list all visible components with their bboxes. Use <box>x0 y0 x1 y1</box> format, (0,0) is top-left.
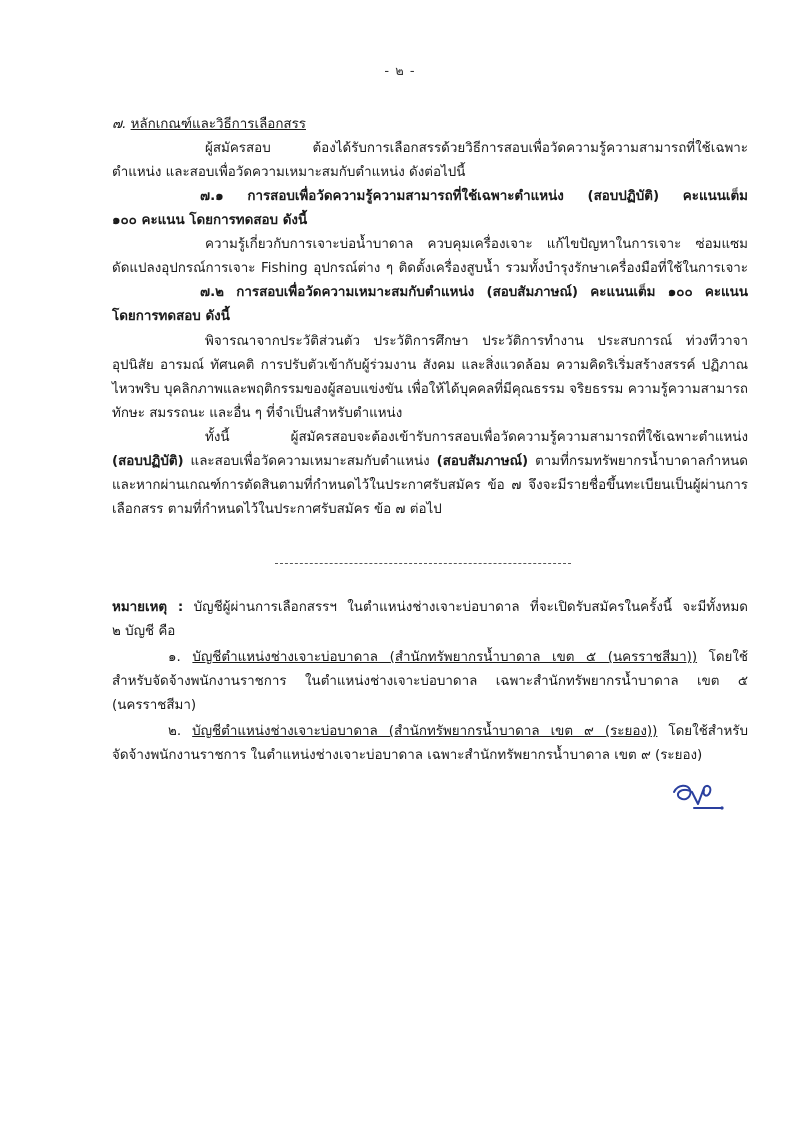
conclusion-line-2 <box>112 452 748 472</box>
conclusion-line-1: ทั้งนี้ ผู้สมัครสอบจะต้องเข้ารับการสอบเพื่อวัดความรู้ความสามารถที่ใช้เฉพาะตำแหน่ง <box>205 430 748 445</box>
note-item-2-line-2: จัดจ้างพนักงานราชการ ในตำแหน่งช่างเจาะบ่อบาดาล เฉพาะสำนักทรัพยากรน้ำบาดาล เขต ๙ (ระยอง) <box>112 748 703 763</box>
note-item-2-title: บัญชีตำแหน่งช่างเจาะบ่อบาดาล (สำนักทรัพยากรน้ำบาดาล เขต ๙ (ระยอง)) <box>192 724 658 739</box>
note-line-1 <box>112 598 748 618</box>
section-7-intro-line-2: ตำแหน่ง และสอบเพื่อวัดความเหมาะสมกับตำแหน่ง ดังต่อไปนี้ <box>112 165 466 180</box>
note-item-2-suffix: โดยใช้สำหรับ <box>657 724 748 739</box>
note-item-1-suffix: โดยใช้ <box>697 650 749 665</box>
conclusion-line-2-mid: และสอบเพื่อวัดความเหมาะสมกับตำแหน่ง <box>183 454 437 469</box>
subsection-7-2-body-line-4: ทักษะ สมรรถนะ และอื่น ๆ ที่จำเป็นสำหรับตำแหน่ง <box>112 406 403 421</box>
subsection-7-1-body-line-2: ดัดแปลงอุปกรณ์การเจาะ Fishing อุปกรณ์ต่าง ๆ ติดตั้งเครื่องสูบน้ำ รวมทั้งบำรุงรักษาเครื่องมือที่ใช้ในการเจาะ <box>112 261 748 276</box>
subsection-7-1-body-line-1: ความรู้เกี่ยวกับการเจาะบ่อน้ำบาดาล ควบคุมเครื่องเจาะ แก้ไขปัญหาในการเจาะ ซ่อมแซม <box>205 237 748 252</box>
section-7-number: ๗. <box>112 117 127 132</box>
subsection-7-1-heading-line-2: ๑๐๐ คะแนน โดยการทดสอบ ดังนี้ <box>112 213 308 228</box>
note-line-2: ๒ บัญชี คือ <box>112 624 176 639</box>
subsection-7-2-heading-line-2: โดยการทดสอบ ดังนี้ <box>112 309 230 324</box>
note-item-1-line-2: สำหรับจัดจ้างพนักงานราชการ ในตำแหน่งช่างเจาะบ่อบาดาล เฉพาะสำนักทรัพยากรน้ำบาดาล เขต ๕ <box>112 674 748 689</box>
section-7-intro-line-1: ผู้สมัครสอบ ต้องได้รับการเลือกสรรด้วยวิธีการสอบเพื่อวัดความรู้ความสามารถที่ใช้เฉพาะ <box>205 141 748 156</box>
conclusion-line-2-end: ตามที่กรมทรัพยากรน้ำบาดาลกำหนด <box>528 454 748 469</box>
note-item-1-line-3: (นครราชสีมา) <box>112 698 197 713</box>
note-item-2-line-1 <box>168 722 748 742</box>
subsection-7-1-heading-line-1: ๗.๑ การสอบเพื่อวัดความรู้ความสามารถที่ใช้เฉพาะตำแหน่ง (สอบปฏิบัติ) คะแนนเต็ม <box>200 189 748 204</box>
section-7-title: หลักเกณฑ์และวิธีการเลือกสรร <box>130 117 306 132</box>
note-item-1-title: บัญชีตำแหน่งช่างเจาะบ่อบาดาล (สำนักทรัพยากรน้ำบาดาล เขต ๕ (นครราชสีมา)) <box>192 650 698 665</box>
note-item-2-number: ๒. <box>168 724 182 739</box>
conclusion-line-4: เลือกสรร ตามที่กำหนดไว้ในประกาศรับสมัคร ข้อ ๗ ต่อไป <box>112 502 442 517</box>
section-7-heading <box>112 115 748 135</box>
subsection-7-2-body-line-1: พิจารณาจากประวัติส่วนตัว ประวัติการศึกษา ประวัติการทำงาน ประสบการณ์ ท่วงทีวาจา <box>205 334 748 349</box>
note-item-1-number: ๑. <box>168 650 181 665</box>
subsection-7-2-body-line-3: ไหวพริบ บุคลิกภาพและพฤติกรรมของผู้สอบแข่งขัน เพื่อให้ได้บุคคลที่มีคุณธรรม จริยธรรม ความรู้ความสามารถ <box>112 382 748 397</box>
note-label: หมายเหตุ : <box>112 600 184 615</box>
conclusion-line-3: และหากผ่านเกณฑ์การตัดสินตามที่กำหนดไว้ในประกาศรับสมัคร ข้อ ๗ จึงจะมีรายชื่อขึ้นทะเบียนเป็นผู้ผ่านการ <box>112 478 748 493</box>
page-number: - ๒ - <box>384 64 416 79</box>
dashed-separator <box>275 563 571 564</box>
subsection-7-2-heading-line-1: ๗.๒ การสอบเพื่อวัดความเหมาะสมกับตำแหน่ง (สอบสัมภาษณ์) คะแนนเต็ม ๑๐๐ คะแนน <box>200 285 748 300</box>
interview-exam-label: (สอบสัมภาษณ์) <box>436 454 529 469</box>
practical-exam-label: (สอบปฏิบัติ) <box>112 454 184 469</box>
note-item-1-line-1 <box>168 648 748 668</box>
signature-icon <box>668 778 728 814</box>
subsection-7-2-body-line-2: อุปนิสัย อารมณ์ ทัศนคติ การปรับตัวเข้ากับผู้ร่วมงาน สังคม และสิ่งแวดล้อม ความคิดริเริ่มสร้างสรรค์ ปฏิภาณ <box>112 358 748 373</box>
note-text: บัญชีผู้ผ่านการเลือกสรรฯ ในตำแหน่งช่างเจาะบ่อบาดาล ที่จะเปิดรับสมัครในครั้งนี้ จะมีทั้งหมด <box>183 600 748 615</box>
